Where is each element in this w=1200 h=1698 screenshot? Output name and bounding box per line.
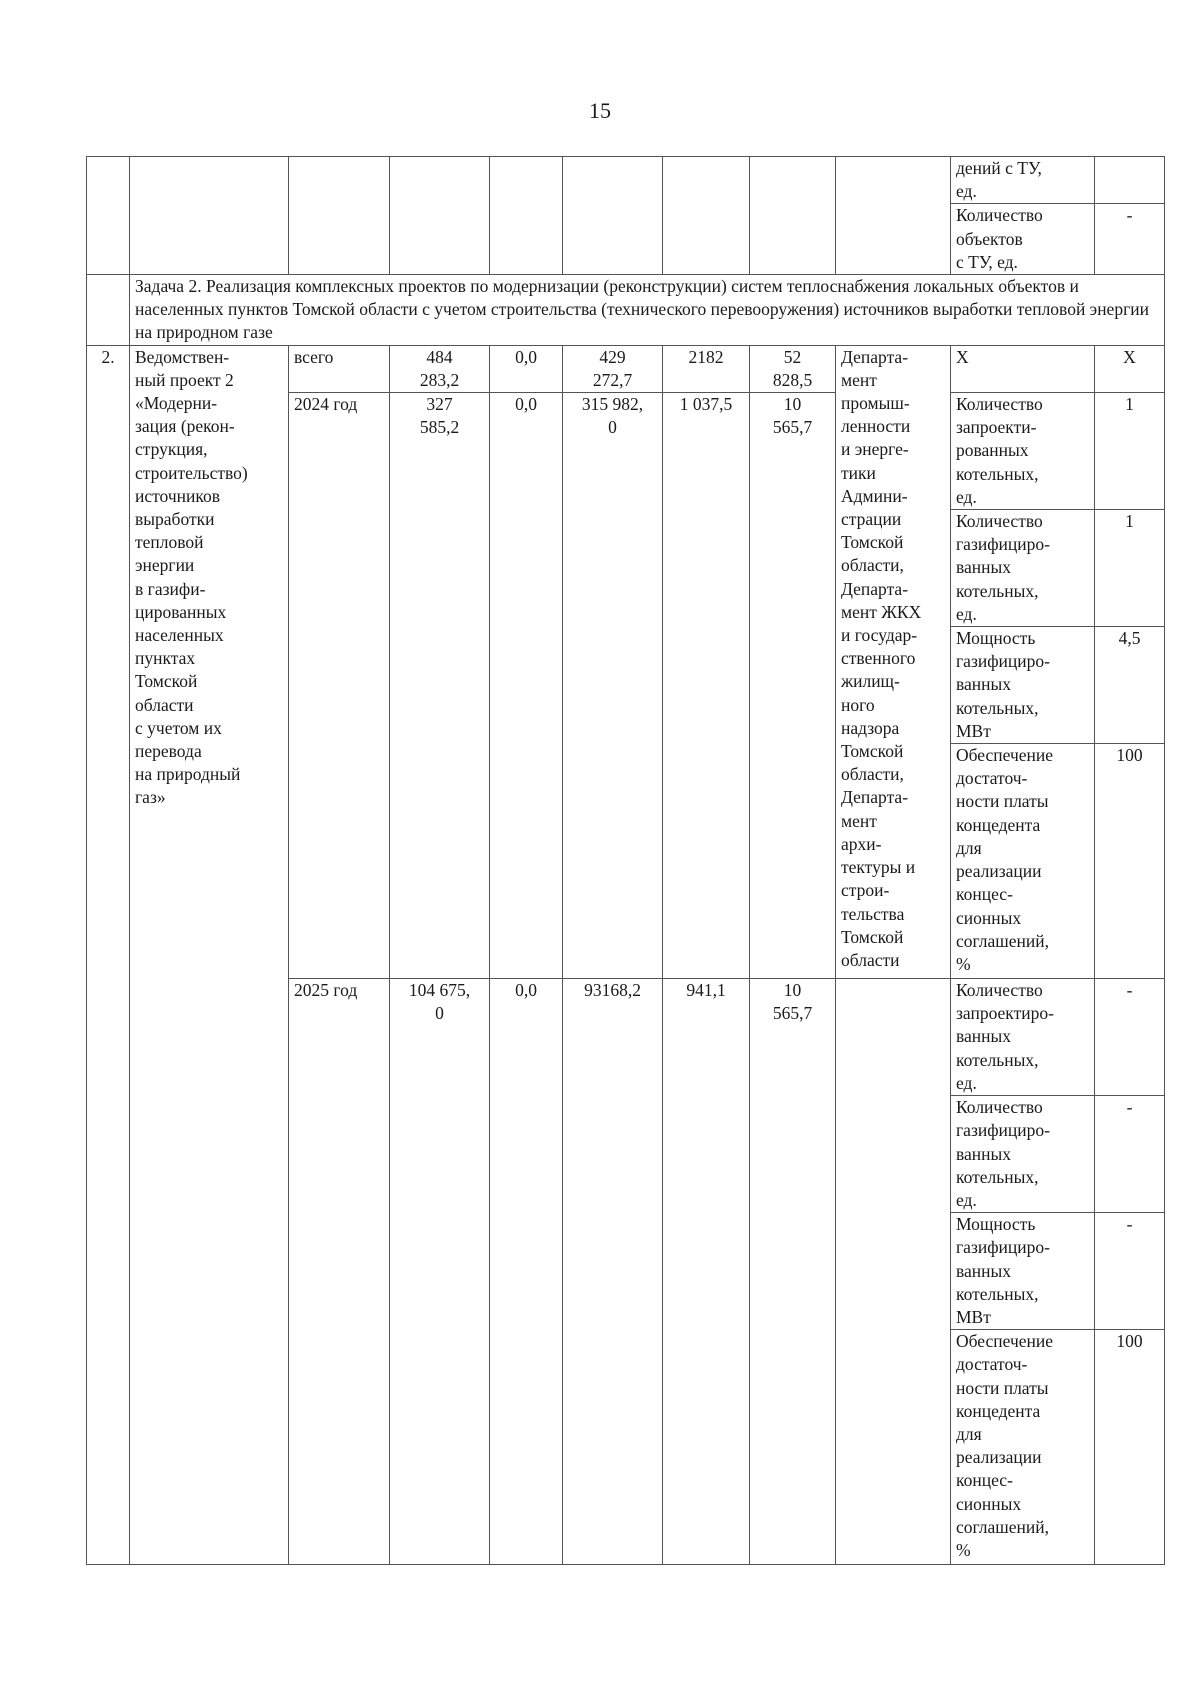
table-row	[87, 345, 1165, 392]
empty-cell	[87, 275, 130, 346]
indicator-name: Обеспечение достаточ- ности платы концедента для реализации концес- сионных соглашений, %	[951, 1330, 1095, 1565]
federal-value: 0,0	[490, 979, 563, 1565]
total-value: 484 283,2	[390, 345, 490, 392]
indicator-name: Количество газифициро- ванных котельных, ед.	[951, 510, 1095, 627]
local-value: 1 037,5	[663, 393, 750, 979]
indicator-value: -	[1095, 1213, 1165, 1330]
empty-cell	[289, 157, 390, 275]
indicator-name: Количество запроектиро- ванных котельных, ед.	[951, 979, 1095, 1096]
indicator-value: -	[1095, 1096, 1165, 1213]
federal-value: 0,0	[490, 393, 563, 979]
table-row	[87, 157, 1165, 204]
indicator-value: 1	[1095, 393, 1165, 510]
empty-cell	[663, 157, 750, 275]
indicator-value: 4,5	[1095, 627, 1165, 744]
program-table	[86, 156, 1165, 1565]
empty-cell	[390, 157, 490, 275]
indicator-value	[1095, 157, 1165, 204]
responsible-executor: Департа- мент промыш- ленности и энерге- тики Админи- страции Томской области, Департа- мент ЖКХ и государ- ственного жилищ- ного надзора Томской области, Департа- мент архи- тектуры и строи- тельства Томской области	[836, 345, 951, 978]
empty-cell	[836, 979, 951, 1565]
indicator-value: 100	[1095, 1330, 1165, 1565]
indicator-name: Количество объектов с ТУ, ед.	[951, 204, 1095, 275]
project-name: Ведомствен- ный проект 2 «Модерни- зация (рекон- струкция, строительство) источников выработки тепловой энергии в газифи- цированных населенных пунктах Томской области с учетом их перевода на природный газ»	[130, 345, 289, 1565]
empty-cell	[490, 157, 563, 275]
local-value: 941,1	[663, 979, 750, 1565]
empty-cell	[130, 157, 289, 275]
indicator-name: Обеспечение достаточ- ности платы концедента для реализации концес- сионных соглашений, %	[951, 744, 1095, 979]
task-row	[87, 275, 1165, 346]
extra-value: 52 828,5	[750, 345, 836, 392]
period: 2024 год	[289, 393, 390, 979]
indicator-name: дений с ТУ, ед.	[951, 157, 1095, 204]
period: всего	[289, 345, 390, 392]
empty-cell	[750, 157, 836, 275]
total-value: 104 675, 0	[390, 979, 490, 1565]
local-value: 2182	[663, 345, 750, 392]
period: 2025 год	[289, 979, 390, 1565]
row-number: 2.	[87, 345, 130, 1565]
empty-cell	[563, 157, 663, 275]
total-value: 327 585,2	[390, 393, 490, 979]
regional-value: 93168,2	[563, 979, 663, 1565]
extra-value: 10 565,7	[750, 979, 836, 1565]
indicator-value: Х	[1095, 345, 1165, 392]
indicator-value: -	[1095, 204, 1165, 275]
indicator-name: Мощность газифициро- ванных котельных, МВт	[951, 1213, 1095, 1330]
indicator-value: -	[1095, 979, 1165, 1096]
indicator-value: 1	[1095, 510, 1165, 627]
indicator-name: Количество запроекти- рованных котельных, ед.	[951, 393, 1095, 510]
empty-cell	[836, 157, 951, 275]
indicator-value: 100	[1095, 744, 1165, 979]
indicator-name: Количество газифициро- ванных котельных, ед.	[951, 1096, 1095, 1213]
regional-value: 429 272,7	[563, 345, 663, 392]
empty-cell	[87, 157, 130, 275]
federal-value: 0,0	[490, 345, 563, 392]
indicator-name: Х	[951, 345, 1095, 392]
page-number: 15	[589, 98, 611, 123]
extra-value: 10 565,7	[750, 393, 836, 979]
indicator-name: Мощность газифициро- ванных котельных, МВт	[951, 627, 1095, 744]
regional-value: 315 982, 0	[563, 393, 663, 979]
task-text: Задача 2. Реализация комплексных проектов по модернизации (реконструкции) систем теплоснабжения локальных объектов и населенных пунктов Томской области с учетом строительства (технического перевооружения) источников выработки тепловой энергии на природном газе	[130, 275, 1165, 346]
